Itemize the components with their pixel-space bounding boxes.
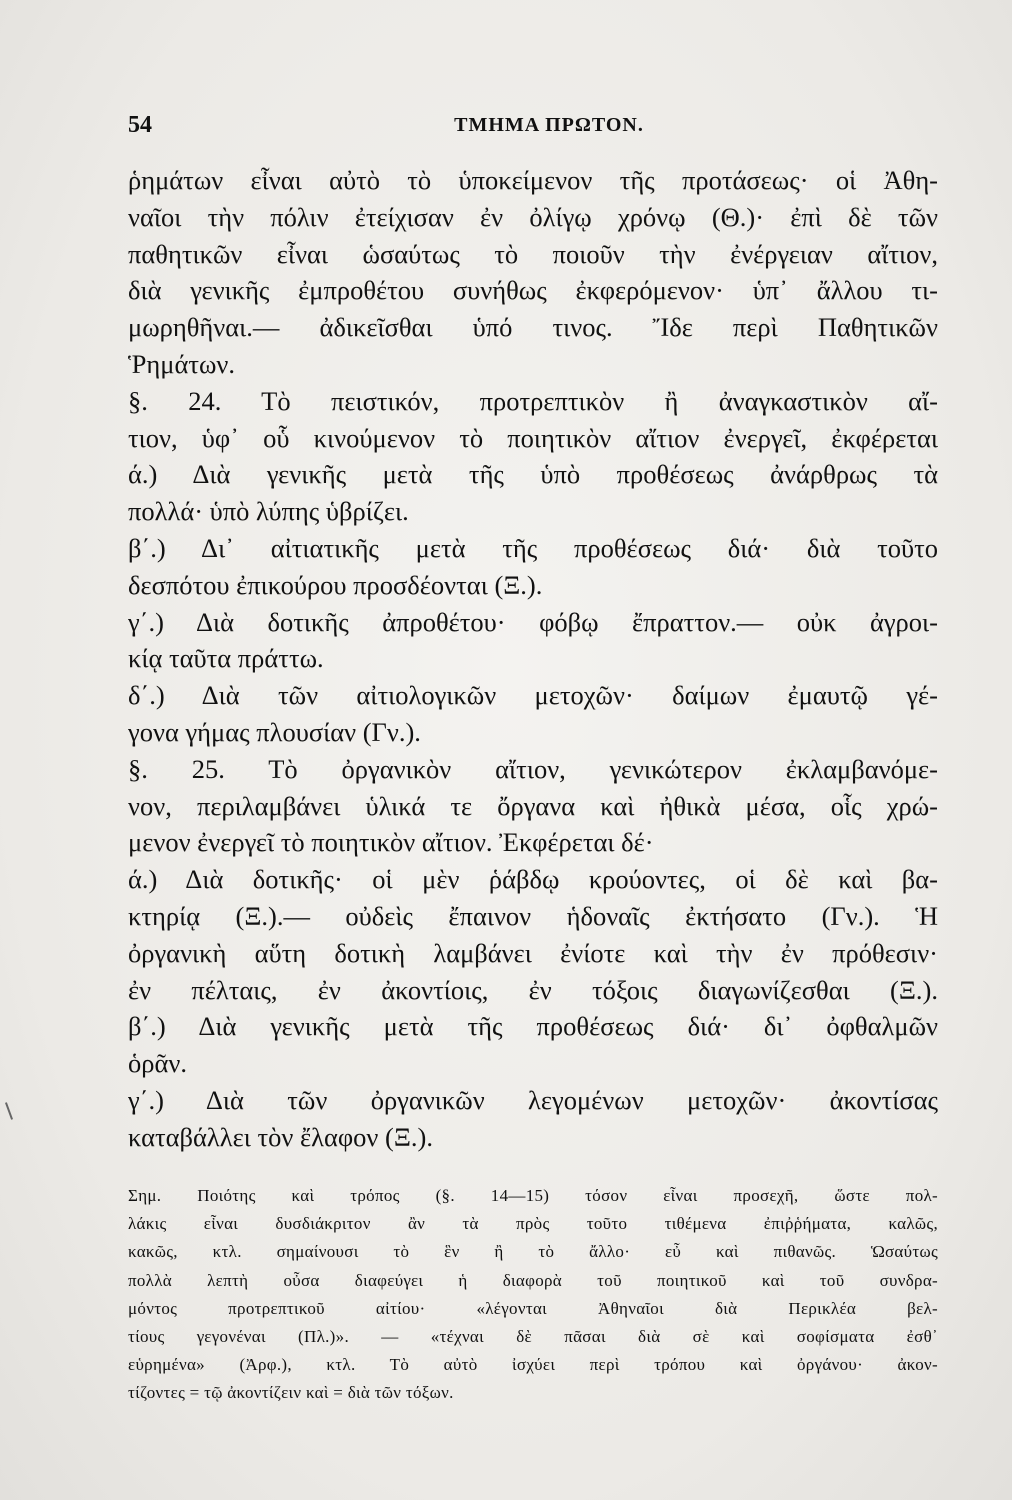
text-line: ναῖοι τὴν πόλιν ἐτείχισαν ἐν ὀλίγῳ χρόνῳ (Θ.)· ἐπὶ δὲ τῶν (128, 201, 938, 232)
text-line: ά.) Διὰ δοτικῆς· οἱ μὲν ῥάβδῳ κρούοντες, οἱ δὲ καὶ βα- (128, 864, 938, 895)
note-line: κακῶς, κτλ. σημαίνουσι τὸ ἓν ἢ τὸ ἄλλο· εὖ καὶ πιθανῶς. Ὡσαύτως (128, 1242, 938, 1262)
note-line: μόντος προτρεπτικοῦ αἰτίου· «λέγονται Ἀθηναῖοι διὰ Περικλέα βελ- (128, 1298, 938, 1318)
text-line: ά.) Διὰ γενικῆς μετὰ τῆς ὑπὸ προθέσεως ἀνάρθρως τὰ (128, 459, 938, 490)
text-line: §. 24. Τὸ πειστικόν, προτρεπτικὸν ἢ ἀναγκαστικὸν αἴ- (128, 385, 938, 416)
running-title: ΤΜΗΜΑ ΠΡΩΤΟΝ. (454, 114, 644, 136)
text-line: ἐν πέλταις, ἐν ἀκοντίοις, ἐν τόξοις διαγωνίζεσθαι (Ξ.). (128, 974, 938, 1005)
note-line: τίζοντες = τῷ ἀκοντίζειν καὶ = διὰ τῶν τόξων. (128, 1383, 454, 1403)
text-line: §. 25. Τὸ ὀργανικὸν αἴτιον, γενικώτερον ἐκλαμβανόμε- (128, 753, 938, 784)
text-line: πολλά· ὑπὸ λύπης ὑβρίζει. (128, 496, 409, 527)
text-line: κτηρίᾳ (Ξ.).— οὐδεὶς ἔπαινον ἡδοναῖς ἐκτήσατο (Γν.). Ἡ (128, 900, 938, 931)
text-line: γ΄.) Διὰ δοτικῆς ἀπροθέτου· φόβῳ ἔπραττον.— οὐκ ἀγροι- (128, 606, 938, 637)
text-line: Ῥημάτων. (128, 348, 236, 379)
text-line: γονα γήμας πλουσίαν (Γν.). (128, 716, 421, 747)
text-line: καταβάλλει τὸν ἔλαφον (Ξ.). (128, 1121, 433, 1152)
page-number: 54 (128, 112, 152, 138)
text-line: δεσπότου ἐπικούρου προσδέονται (Ξ.). (128, 569, 543, 600)
text-line: δ΄.) Διὰ τῶν αἰτιολογικῶν μετοχῶν· δαίμων ἐμαυτῷ γέ- (128, 680, 938, 711)
text-line: γ΄.) Διὰ τῶν ὀργανικῶν λεγομένων μετοχῶν· ἀκοντίσας (128, 1084, 938, 1115)
text-line: μωρηθῆναι.— ἀδικεῖσθαι ὑπό τινος. Ἴδε περὶ Παθητικῶν (128, 312, 938, 343)
text-line: διὰ γενικῆς ἐμπροθέτου συνήθως ἐκφερόμενον· ὑπ᾽ ἄλλου τι- (128, 275, 938, 306)
text-line: ὁρᾶν. (128, 1048, 187, 1079)
text-line: κίᾳ ταῦτα πράττω. (128, 643, 324, 674)
text-line: τιον, ὑφ᾽ οὗ κινούμενον τὸ ποιητικὸν αἴτιον ἐνεργεῖ, ἐκφέρεται (128, 422, 938, 453)
text-line: ὀργανικὴ αὕτη δοτικὴ λαμβάνει ἐνίοτε καὶ τὴν ἐν πρόθεσιν· (128, 937, 938, 968)
page-header (128, 112, 930, 152)
text-line: νον, περιλαμβάνει ὑλικά τε ὄργανα καὶ ἠθικὰ μέσα, οἷς χρώ- (128, 790, 938, 821)
note-line: Σημ. Ποιότης καὶ τρόπος (§. 14—15) τόσον εἶναι προσεχῆ, ὥστε πολ- (128, 1186, 938, 1205)
note-line: πολλὰ λεπτὴ οὖσα διαφεύγει ἡ διαφορὰ τοῦ ποιητικοῦ καὶ τοῦ συνδρα- (128, 1270, 938, 1290)
text-line: β΄.) Διὰ γενικῆς μετὰ τῆς προθέσεως διά· δι᾽ ὀφθαλμῶν (128, 1011, 938, 1042)
text-line: μενον ἐνεργεῖ τὸ ποιητικὸν αἴτιον. Ἐκφέρεται δέ· (128, 827, 654, 858)
text-line: β΄.) Δι᾽ αἰτιατικῆς μετὰ τῆς προθέσεως διά· διὰ τοῦτο (128, 532, 938, 563)
note-line: λάκις εἶναι δυσδιάκριτον ἂν τὰ πρὸς τοῦτο τιθέμενα ἐπιῤῥήματα, καλῶς, (128, 1214, 938, 1234)
footnote-block (128, 1182, 938, 1408)
margin-mark (5, 1102, 13, 1120)
note-line: εὑρημένα» (Ἀρφ.), κτλ. Τὸ αὐτὸ ἰσχύει περὶ τρόπου καὶ ὀργάνου· ἀκον- (128, 1355, 938, 1375)
text-line: παθητικῶν εἶναι ὡσαύτως τὸ ποιοῦν τὴν ἐνέργειαν αἴτιον, (128, 238, 938, 269)
body-text (128, 162, 938, 1156)
text-line: ῥημάτων εἶναι αὐτὸ τὸ ὑποκείμενον τῆς προτάσεως· οἱ Ἀθη- (128, 165, 938, 195)
note-line: τίους γεγονέναι (Πλ.)». — «τέχναι δὲ πᾶσαι διὰ σὲ καὶ σοφίσματα ἐσθ᾽ (128, 1326, 938, 1346)
